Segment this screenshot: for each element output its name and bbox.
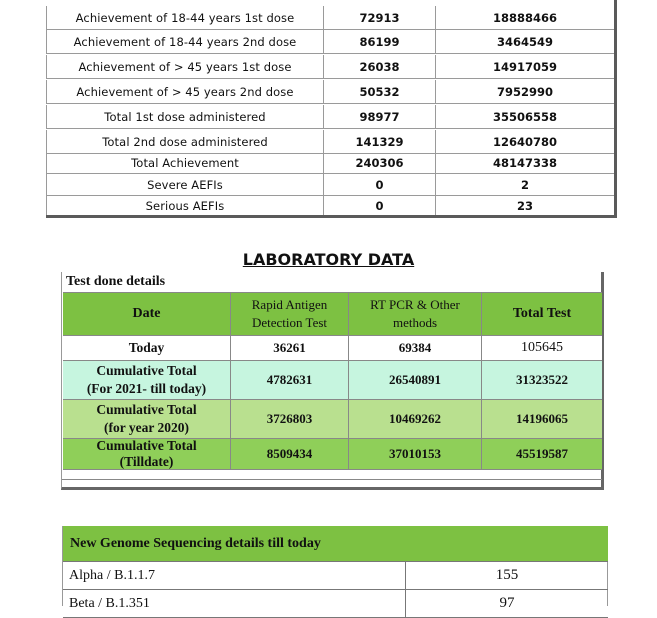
rtpcr-value: 10469262 [349,400,482,438]
row-label-line2: (for year 2020) [104,420,189,435]
day-value: 141329 [324,130,436,153]
row-label: Total 1st dose administered [46,105,324,128]
header-date: Date [63,293,231,335]
variant-count: 155 [495,567,519,583]
row-label: Total Achievement [46,152,324,173]
table-row [46,30,614,54]
row-label: Achievement of > 45 years 2nd dose [46,80,324,103]
table-row [63,590,608,618]
row-label-line1: Cumulative Total [96,402,197,417]
table-row [63,361,602,400]
cumulative-value: 2 [520,177,529,192]
table-row [46,6,614,30]
cumulative-value: 3464549 [496,34,553,49]
row-label: Severe AEFIs [46,174,324,195]
table-row [63,400,602,439]
test-done-caption: Test done details [66,274,166,289]
row-label [63,439,231,469]
rapid-value: 4782631 [231,361,349,399]
variant-count: 97 [499,595,515,611]
day-value: 0 [324,174,436,195]
total-value: 31323522 [516,372,568,387]
cumulative-value: 35506558 [492,109,557,124]
cumulative-value: 14917059 [492,59,557,74]
table-row [46,130,614,154]
cumulative-value: 7952990 [496,84,553,99]
day-value: 72913 [324,6,436,29]
row-label [63,400,231,438]
variant-label: Alpha / B.1.1.7 [63,562,406,589]
table-row [46,152,614,174]
day-value: 98977 [324,105,436,128]
header-rtpcr [349,293,482,335]
cumulative-value: 23 [516,198,533,213]
genome-table [62,526,608,611]
rapid-value: 36261 [231,336,349,360]
row-label-line1: Cumulative Total [96,363,197,378]
variant-label: Beta / B.1.351 [63,590,406,617]
table-row [63,562,608,590]
day-value: 86199 [324,30,436,53]
genome-header: New Genome Sequencing details till today [63,526,608,562]
total-value: 45519587 [516,446,568,461]
table-row [46,55,614,79]
rapid-value: 8509434 [231,439,349,469]
cumulative-value: 12640780 [492,134,557,149]
day-value: 0 [324,196,436,215]
rtpcr-value: 37010153 [349,439,482,469]
row-label: Achievement of 18-44 years 2nd dose [46,30,324,53]
row-label: Total 2nd dose administered [46,130,324,153]
table-row [46,105,614,129]
row-label-line2: (Tilldate) [119,454,174,469]
row-label: Today [63,336,231,360]
rtpcr-value: 26540891 [349,361,482,399]
cumulative-value: 18888466 [492,10,557,25]
divider [62,479,602,480]
table-row [46,80,614,104]
header-rtpcr-line1: RT PCR & Other [370,297,460,312]
header-rapid-line1: Rapid Antigen [251,297,328,312]
day-value: 26038 [324,55,436,78]
lab-header-row [63,292,602,336]
cumulative-value: 48147338 [492,155,557,170]
day-value: 50532 [324,80,436,103]
row-label-line1: Cumulative Total [96,438,197,453]
header-rtpcr-line2: methods [392,315,438,330]
table-row [46,196,614,215]
laboratory-title: LABORATORY DATA [242,250,415,269]
table-row [63,336,602,361]
row-label: Achievement of > 45 years 1st dose [46,55,324,78]
row-label: Serious AEFIs [46,196,324,215]
total-value: 14196065 [516,411,568,426]
rapid-value: 3726803 [231,400,349,438]
table-row [46,174,614,196]
header-total-test: Total Test [512,306,572,321]
total-value: 105645 [521,340,563,355]
row-label: Achievement of 18-44 years 1st dose [46,6,324,29]
day-value: 240306 [324,152,436,173]
laboratory-table [61,272,604,490]
table-row [63,439,602,470]
row-label [63,361,231,399]
header-rapid-antigen [231,293,349,335]
vaccination-table [46,0,617,218]
header-rapid-line2: Detection Test [251,315,328,330]
rtpcr-value: 69384 [349,336,482,360]
row-label-line2: (For 2021- till today) [86,381,207,396]
